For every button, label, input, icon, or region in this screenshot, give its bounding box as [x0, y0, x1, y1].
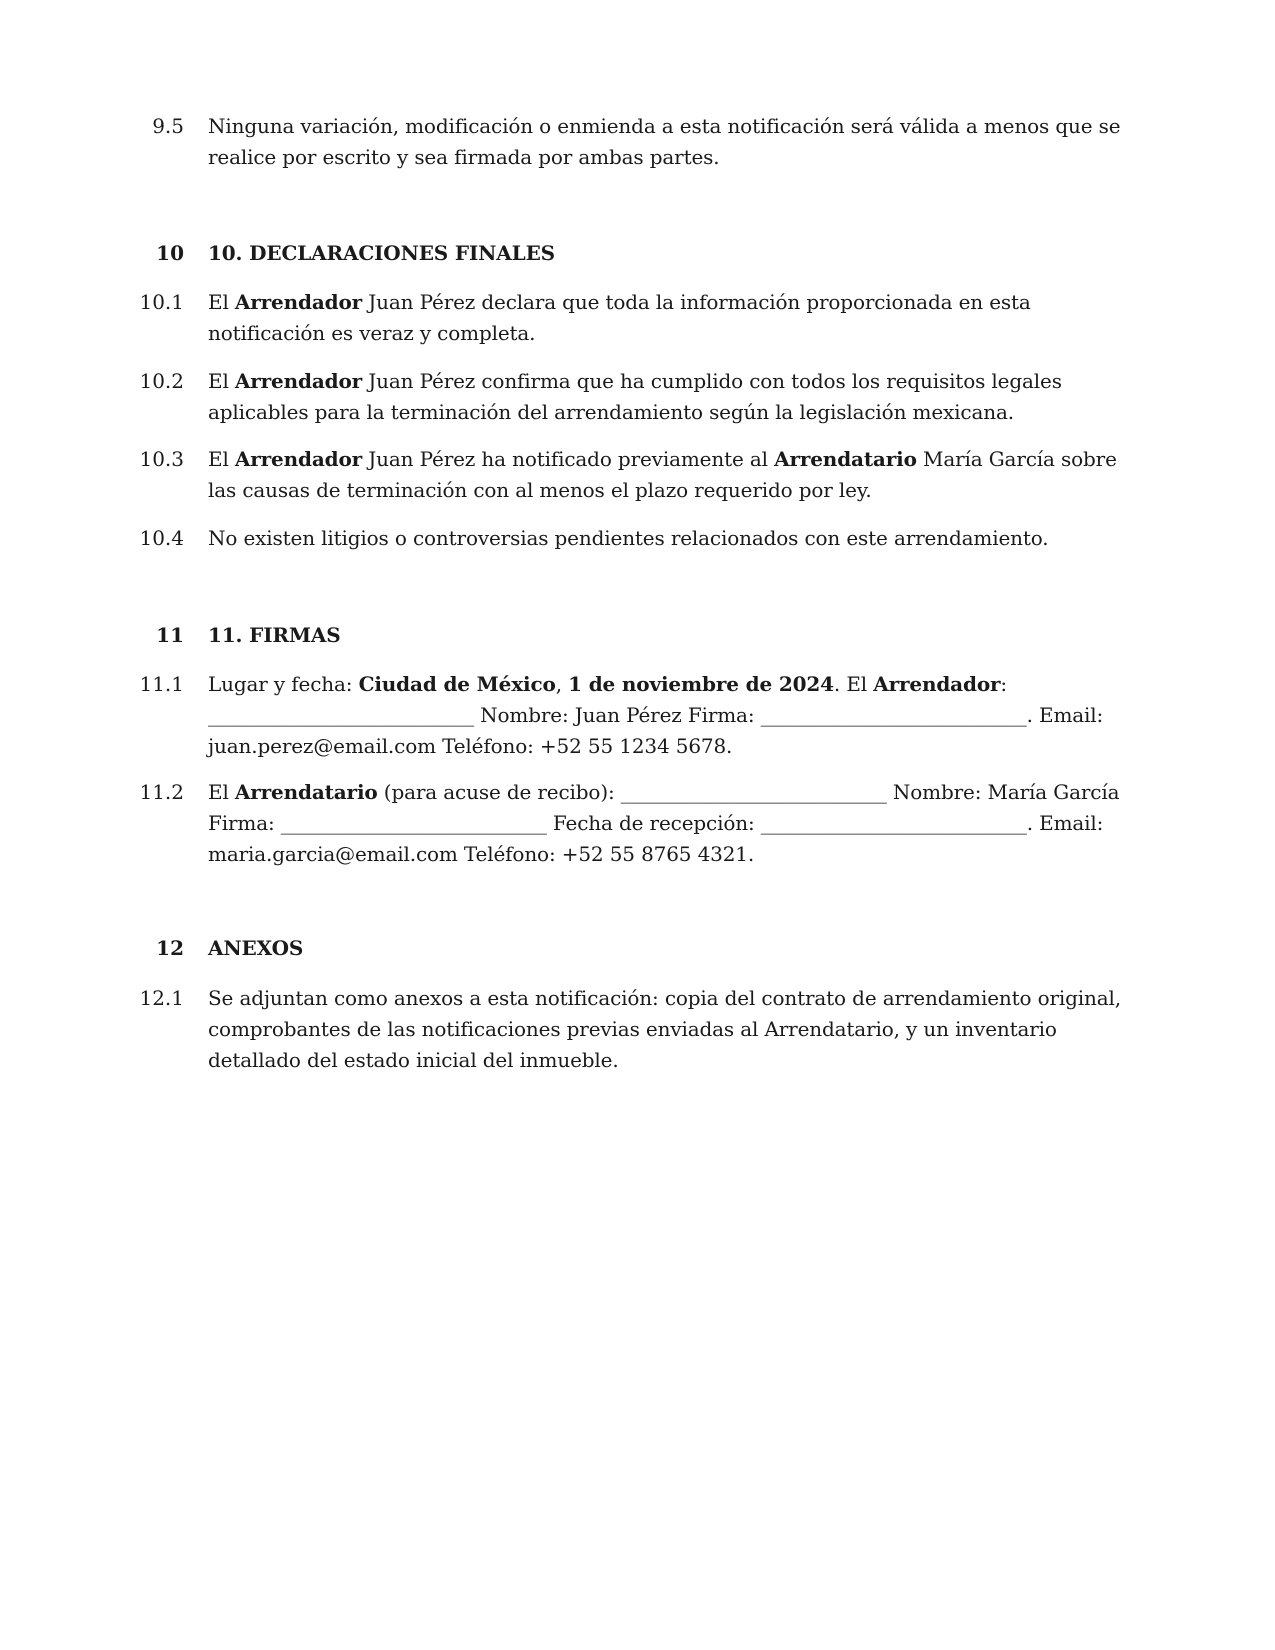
clause-text: No existen litigios o controversias pendientes relacionados con este arrendamiento.	[208, 526, 1049, 550]
section-title: 11. FIRMAS	[208, 623, 341, 647]
clause-number: 12.1	[139, 986, 184, 1010]
clause-number: 11.1	[139, 672, 184, 696]
text-run: El	[208, 290, 235, 314]
party-label-arrendatario: Arrendatario	[774, 447, 917, 471]
signature-block-text: : ___________________________ Nombre: Juan Pérez Firma: ___________________________. Email: juan.perez@email.com Teléfono: +52 55 1234 5678.	[208, 672, 1104, 758]
text-run: María García sobre las causas de terminación con al menos el plazo requerido por ley.	[208, 447, 1117, 502]
clause-text	[208, 777, 1138, 870]
section-number: 12	[156, 936, 184, 960]
text-run: . El	[833, 672, 874, 696]
clause-number: 10.1	[139, 290, 184, 314]
section-number: 11	[156, 623, 184, 647]
party-label-arrendador: Arrendador	[234, 369, 363, 393]
text-run: El	[208, 369, 235, 393]
clause-text	[208, 366, 1138, 428]
section-title: ANEXOS	[208, 936, 304, 960]
text-run: Lugar y fecha:	[208, 672, 359, 696]
text-run: Juan Pérez declara que toda la información proporcionada en esta notificación es veraz y completa.	[208, 290, 1031, 345]
clause-number: 10.3	[139, 447, 184, 471]
text-run: El	[208, 780, 235, 804]
clause-number: 11.2	[139, 780, 184, 804]
clause-number: 10.4	[139, 526, 184, 550]
text-run: ,	[555, 672, 569, 696]
section-number: 10	[156, 241, 184, 265]
clause-text	[208, 444, 1138, 506]
clause-text	[208, 287, 1138, 349]
clause-text: Se adjuntan como anexos a esta notificación: copia del contrato de arrendamiento original, comprobantes de las notificaciones previas enviadas al Arrendatario, y un inventario detallado del estado inicial del inmueble.	[208, 986, 1122, 1072]
date-value: 1 de noviembre de 2024	[568, 672, 834, 696]
clause-text	[208, 669, 1138, 762]
text-run: El	[208, 447, 235, 471]
signature-block-text: (para acuse de recibo): ___________________________ Nombre: María García Firma: ___________________________ Fecha de recepción: ___________________________. Email: maria.garcia@email.com Teléfono: +52 55 8765 4321.	[208, 780, 1120, 866]
text-run: Juan Pérez ha notificado previamente al	[362, 447, 775, 471]
party-label-arrendador: Arrendador	[234, 290, 363, 314]
section-title: 10. DECLARACIONES FINALES	[208, 241, 555, 265]
party-label-arrendador: Arrendador	[234, 447, 363, 471]
party-label-arrendador: Arrendador	[873, 672, 1001, 696]
text-run: Juan Pérez confirma que ha cumplido con todos los requisitos legales aplicables para la terminación del arrendamiento según la legislación mexicana.	[208, 369, 1062, 424]
clause-number: 10.2	[139, 369, 184, 393]
clause-number: 9.5	[152, 114, 184, 138]
place-value: Ciudad de México	[358, 672, 556, 696]
party-label-arrendatario: Arrendatario	[234, 780, 378, 804]
clause-text: Ninguna variación, modificación o enmienda a esta notificación será válida a menos que se realice por escrito y sea firmada por ambas partes.	[208, 114, 1121, 169]
